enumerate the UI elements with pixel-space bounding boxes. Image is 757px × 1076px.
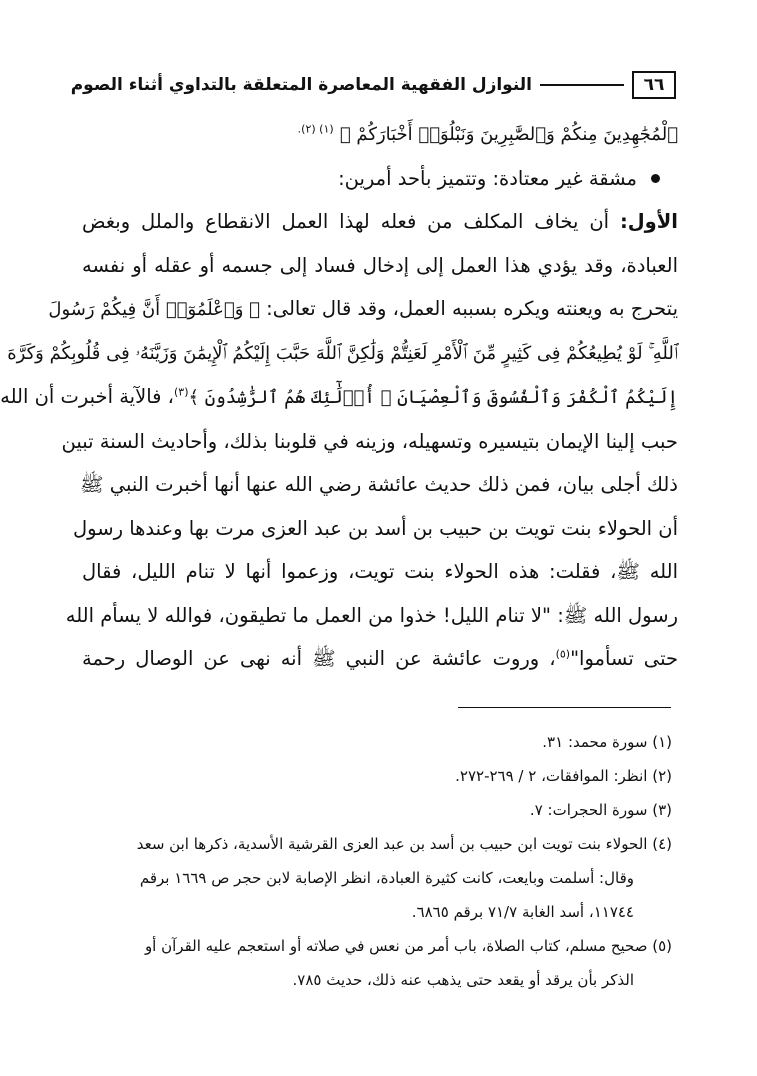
footnote-3: (٣) سورة الحجرات: ٧. <box>529 801 672 819</box>
text-line-8: حبب إلينا الإيمان بتيسيره وتسهيله، وزينه في قلوبنا بذلك، وأحاديث السنة تبين <box>61 429 678 453</box>
text-line-11: الله ﷺ، فقلت: هذه الحولاء بنت تويت، وزعموا أنها لا تنام الليل، فقال <box>82 560 678 583</box>
bullet-text: مشقة غير معتادة: وتتميز بأحد أمرين: <box>338 166 637 190</box>
text-line-13-b: ، وروت عائشة عن النبي ﷺ أنه نهى عن الوصال رحمة <box>82 647 556 670</box>
text-line-12: رسول الله ﷺ: "لا تنام الليل! خذوا من العمل ما تطيقون، فوالله لا يسأم الله <box>65 603 678 627</box>
first-label: الأول: <box>619 210 678 233</box>
text-line-10: أن الحولاء بنت تويت بن حبيب بن أسد بن عبد العزى مرت بها وعندها رسول <box>73 516 678 540</box>
footnotes <box>76 725 672 997</box>
text-line-7-rest: ، فالآية أخبرت أن الله <box>0 385 174 408</box>
footnote-ref-5: (٥) <box>555 647 571 661</box>
quran-verse-end: إِلَيْكُمُ ٱلْكُفْرَ وَٱلْفُسُوقَ وَٱلْعِصْيَانَ ۚ أُو۟لَٰٓئِكَ هُمُ ٱلرَّٰشِدُونَ ﴾ <box>188 387 678 408</box>
running-title: النوازل الفقهية المعاصرة المتعلقة بالتداوي أثناء الصوم <box>70 75 532 95</box>
quran-verse-line: ٱللَّهِ ۚ لَوْ يُطِيعُكُمْ فِى كَثِيرٍ مِّنَ ٱلْأَمْرِ لَعَنِتُّمْ وَلَٰكِنَّ ٱللَّهَ حَبَّبَ إِلَيْكُمُ ٱلْإِيمَٰنَ وَزَيَّنَهُۥ فِى قُلُوبِكُمْ وَكَرَّهَ <box>7 342 678 364</box>
text-line-13-a: حتى تسأموا" <box>570 647 679 670</box>
text-line-9: ذلك أجلى بيان، فمن ذلك حديث عائشة رضي الله عنها أنها أخبرت النبي ﷺ <box>79 473 678 496</box>
text-line-3 <box>82 200 678 244</box>
text-line-5-text: يتحرج به ويعنته ويكره بسببه العمل، وقد قال تعالى: <box>266 297 678 320</box>
footnote-5-line-1: (٥) صحيح مسلم، كتاب الصلاة، باب أمر من نعس في صلاته أو استعجم عليه القرآن أو <box>144 937 672 955</box>
footnote-5-line-2: الذكر بأن يرقد أو يقعد حتى يذهب عنه ذلك، حديث ٧٨٥. <box>292 971 634 989</box>
footnote-4-line-3: ١١٧٤٤، أسد الغابة ٧١/٧ برقم ٦٨٦٥. <box>411 903 634 921</box>
footnote-2: (٢) انظر: الموافقات، ٢ / ٢٦٩-٢٧٢. <box>455 767 672 785</box>
footnote-refs: (١) (٢). <box>297 122 334 136</box>
text-line-3-rest: أن يخاف المكلف من فعله لهذا العمل الانقطاع والملل وبغض <box>82 210 610 233</box>
text-line-4: العبادة، وقد يؤدي هذا العمل إلى إدخال فساد إلى جسمه أو عقله أو نفسه <box>82 253 678 277</box>
footnote-ref-3: (٣) <box>173 385 189 399</box>
main-text <box>0 112 679 681</box>
footnote-1: (١) سورة محمد: ٣١. <box>542 733 672 751</box>
footnote-4-line-1: (٤) الحولاء بنت تويت ابن حبيب بن أسد بن عبد العزى القرشية الأسدية، ذكرها ابن سعد <box>136 835 672 853</box>
text-line-13 <box>82 637 678 681</box>
footnote-separator <box>458 707 671 708</box>
text-line-7 <box>0 375 678 420</box>
text-line-5 <box>48 287 678 332</box>
page-number: ٦٦ <box>632 71 676 99</box>
page-header <box>64 70 676 100</box>
quran-verse-fragment: ٱلْمُجَٰهِدِينَ مِنكُمْ وَٱلصَّٰبِرِينَ وَنَبْلُوَا۟ أَخْبَارَكُمْ ﴾ <box>339 124 678 145</box>
footnote-4-line-2: وقال: أسلمت وبايعت، كانت كثيرة العبادة، انظر الإصابة لابن حجر ص ١٦٦٩ برقم <box>139 869 634 887</box>
quran-verse-start: ﴿ وَٱعْلَمُوٓا۟ أَنَّ فِيكُمْ رَسُولَ <box>48 299 260 320</box>
text-line-1 <box>82 112 678 157</box>
bullet-icon <box>651 174 660 183</box>
header-rule <box>540 84 624 86</box>
bullet-line <box>82 157 678 201</box>
